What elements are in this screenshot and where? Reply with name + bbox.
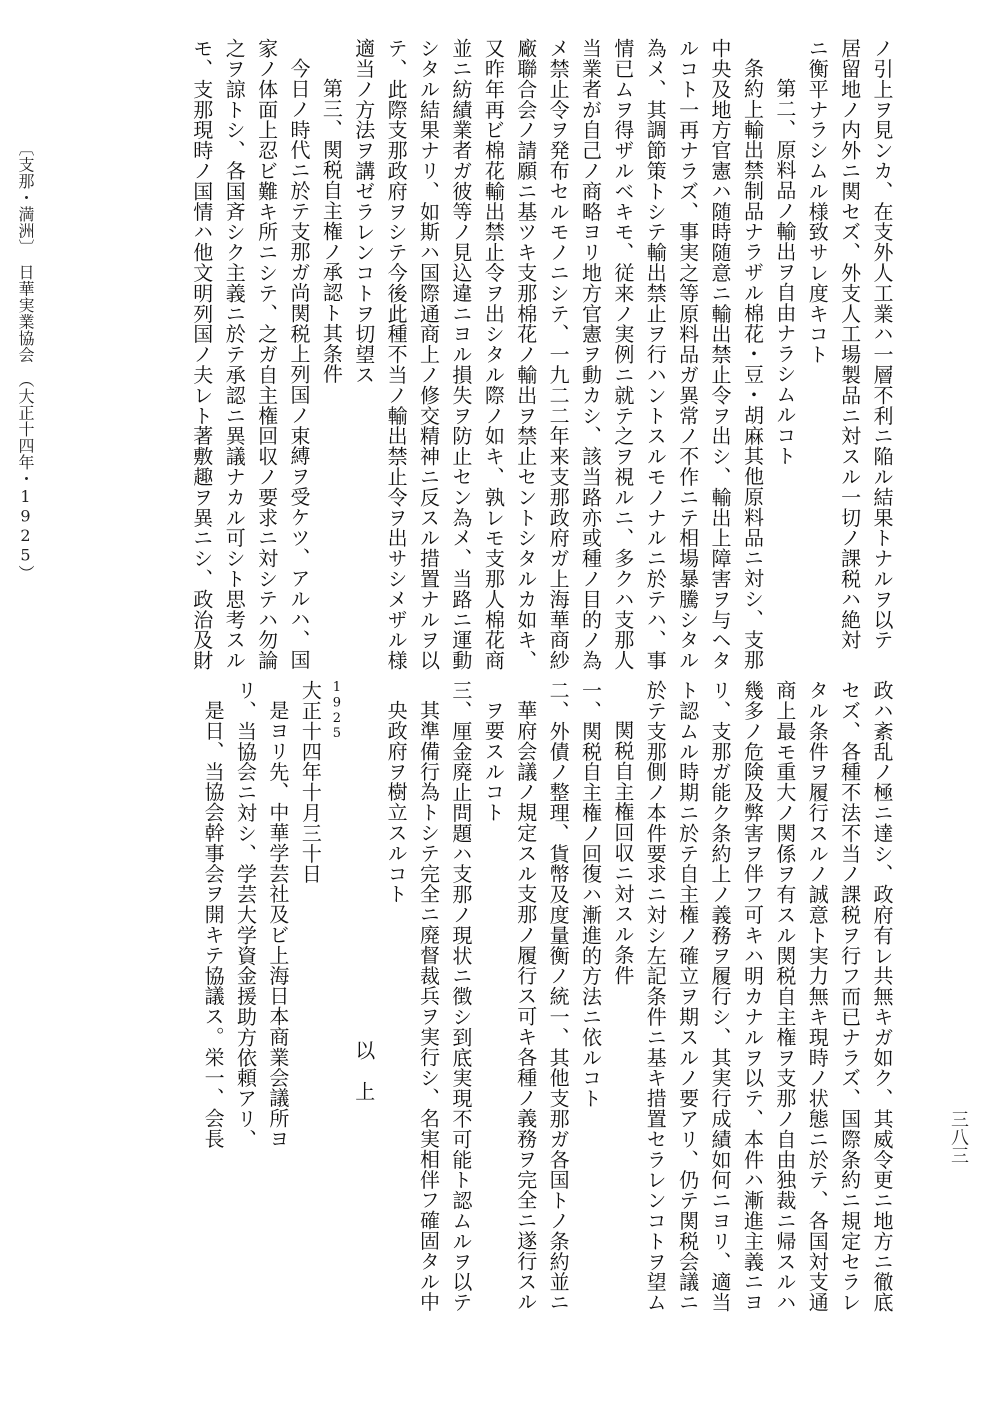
text-line: 商上最モ重大ノ関係ヲ有スル関税自主権ヲ支那ノ自由独裁ニ帰スルハ (772, 680, 797, 1313)
text-line: ルコト一再ナラズ、事実之等原料品ガ異常ノ不作ニテ相場暴騰シタル (675, 38, 700, 671)
text-line: 政ハ紊乱ノ極ニ達シ、政府有レ共無キガ如ク、其威令更ニ地方ニ徹底 (870, 680, 894, 1313)
text-line: ヲ要スルコト (481, 700, 506, 823)
text-line: 家ノ体面上忍ビ難キ所ニシテ、之ガ自主権回収ノ要求ニ対シテハ勿論 (254, 38, 279, 671)
year-note: 1925 (329, 680, 345, 742)
text-line: 幾多ノ危険及弊害ヲ伴フ可キハ明カナルヲ以テ、本件ハ漸進主義ニヨ (740, 680, 765, 1313)
text-line: 適当ノ方法ヲ講ゼラレンコトヲ切望ス (351, 38, 376, 385)
text-line: 当業者が自己ノ商略ヨリ地方官憲ヲ動カシ、該当路亦或種ノ目的ノ為 (578, 38, 603, 671)
text-line: 是日、当協会幹事会ヲ開キテ協議ス。栄一、会長 (201, 700, 226, 1149)
text-line: モ、支那現時ノ国情ハ他文明列国ノ夫レト著敷趣ヲ異ニシ、政治及財 (189, 38, 214, 671)
section-heading: 第三、関税自主権ノ承認ト其条件 (319, 78, 344, 384)
text-line: 於テ支那側ノ本件要求ニ対シ左記条件ニ基キ措置セラレンコトヲ望ム (643, 680, 668, 1313)
text-line: メ禁止令ヲ発布セルモノニシテ、一九二二年来支那政府ガ上海華商紗 (546, 38, 571, 671)
text-line: リ、当協会ニ対シ、学芸大学資金援助方依頼アリ、 (233, 680, 258, 1150)
text-line: ニ衡平ナラシムル様致サレ度キコト (805, 38, 830, 365)
text-line: 之ヲ諒トシ、各国斉シク主義ニ於テ承認ニ異議ナカル可シト思考スル (222, 38, 247, 671)
text-line: 華府会議ノ規定スル支那ノ履行ス可キ各種ノ義務ヲ完全ニ遂行スル (513, 700, 538, 1312)
text-line: 中央及地方官憲ハ随時随意ニ輸出禁止令ヲ出シ、輸出上障害ヲ与ヘタ (708, 38, 733, 671)
condition-item: 三、厘金廃止問題ハ支那ノ現状ニ徴シ到底実現不可能ト認ムルヲ以テ (448, 680, 473, 1313)
section-heading: 第二、原料品ノ輸出ヲ自由ナラシムルコト (772, 78, 797, 466)
text-line: セズ、各種不法不当ノ課税ヲ行フ而已ナラズ、国際条約ニ規定セラレ (837, 680, 862, 1313)
text-line: 居留地ノ内外ニ関セズ、外支人工場製品ニ対スル一切ノ課税ハ絶対 (837, 38, 862, 650)
text-line: テ、此際支那政府ヲシテ今後此種不当ノ輸出禁止令ヲ出サシメザル様 (384, 38, 409, 671)
text-line: 央政府ヲ樹立スルコト (384, 700, 409, 904)
conditions-heading: 関税自主権回収ニ対スル条件 (610, 720, 635, 986)
closing-ijou: 以 上 (351, 1040, 376, 1102)
entry-date: 大正十四年十月三十日 (298, 680, 323, 884)
text-line: シタル結果ナリ、如斯ハ国際通商上ノ修交精神ニ反スル措置ナルヲ以 (416, 38, 441, 671)
condition-item: 一、関税自主権ノ回復ハ漸進的方法ニ依ルコト (578, 680, 603, 1109)
lower-text-block (78, 680, 898, 1313)
condition-item: 二、外債ノ整理、貨幣及度量衡ノ統一、其他支那ガ各国トノ条約並ニ (546, 680, 571, 1313)
text-line: 是ヨリ先、中華学芸社及ビ上海日本商業会議所ヨ (265, 700, 290, 1149)
text-line: 情已ムヲ得ザルベキモ、従来ノ実例ニ就テ之ヲ視ルニ、多クハ支那人 (610, 38, 635, 671)
page-number: 三八三 (948, 1110, 969, 1164)
text-line: 条約上輸出禁制品ナラザル棉花・豆・胡麻其他原料品ニ対シ、支那 (740, 58, 765, 670)
text-line: ノ引上ヲ見ンカ、在支外人工業ハ一層不利ニ陥ル結果トナルヲ以テ (870, 38, 894, 650)
text-line: タル条件ヲ履行スルノ誠意ト実力無キ現時ノ状態ニ於テ、各国対支通 (805, 680, 830, 1313)
text-line: 又昨年再ビ棉花輸出禁止令ヲ出シタル際ノ如キ、孰レモ支那人棉花商 (481, 38, 506, 671)
text-line: ト認ムル時期ニ於テ自主権ノ確立ヲ期スルノ要アリ、仍テ関税会議ニ (675, 680, 700, 1313)
text-line: 廠聯合会ノ請願ニ基ツキ支那棉花ノ輸出ヲ禁止セントシタルカ如キ、 (513, 38, 538, 671)
text-line: 其準備行為トシテ完全ニ廃督裁兵ヲ実行シ、名実相伴フ確固タル中 (416, 700, 441, 1312)
upper-text-block (78, 38, 898, 671)
source-citation: 〔支那・満洲〕 日華実業協会 （大正十四年・1925） (16, 140, 35, 582)
text-line: 為メ、其調節策トシテ輸出禁止ヲ行ハントスルモノナルニ於テハ、事 (643, 38, 668, 671)
text-line: 今日ノ時代ニ於テ支那ガ尚関税上列国ノ束縛ヲ受ケツ、アルハ、国 (286, 58, 311, 670)
text-line: 並ニ紡績業者ガ彼等ノ見込違ニヨル損失ヲ防止セン為メ、当路ニ運動 (448, 38, 473, 671)
text-line: リ、支那ガ能ク条約上ノ義務ヲ履行シ、其実行成績如何ニヨリ、適当 (708, 680, 733, 1313)
